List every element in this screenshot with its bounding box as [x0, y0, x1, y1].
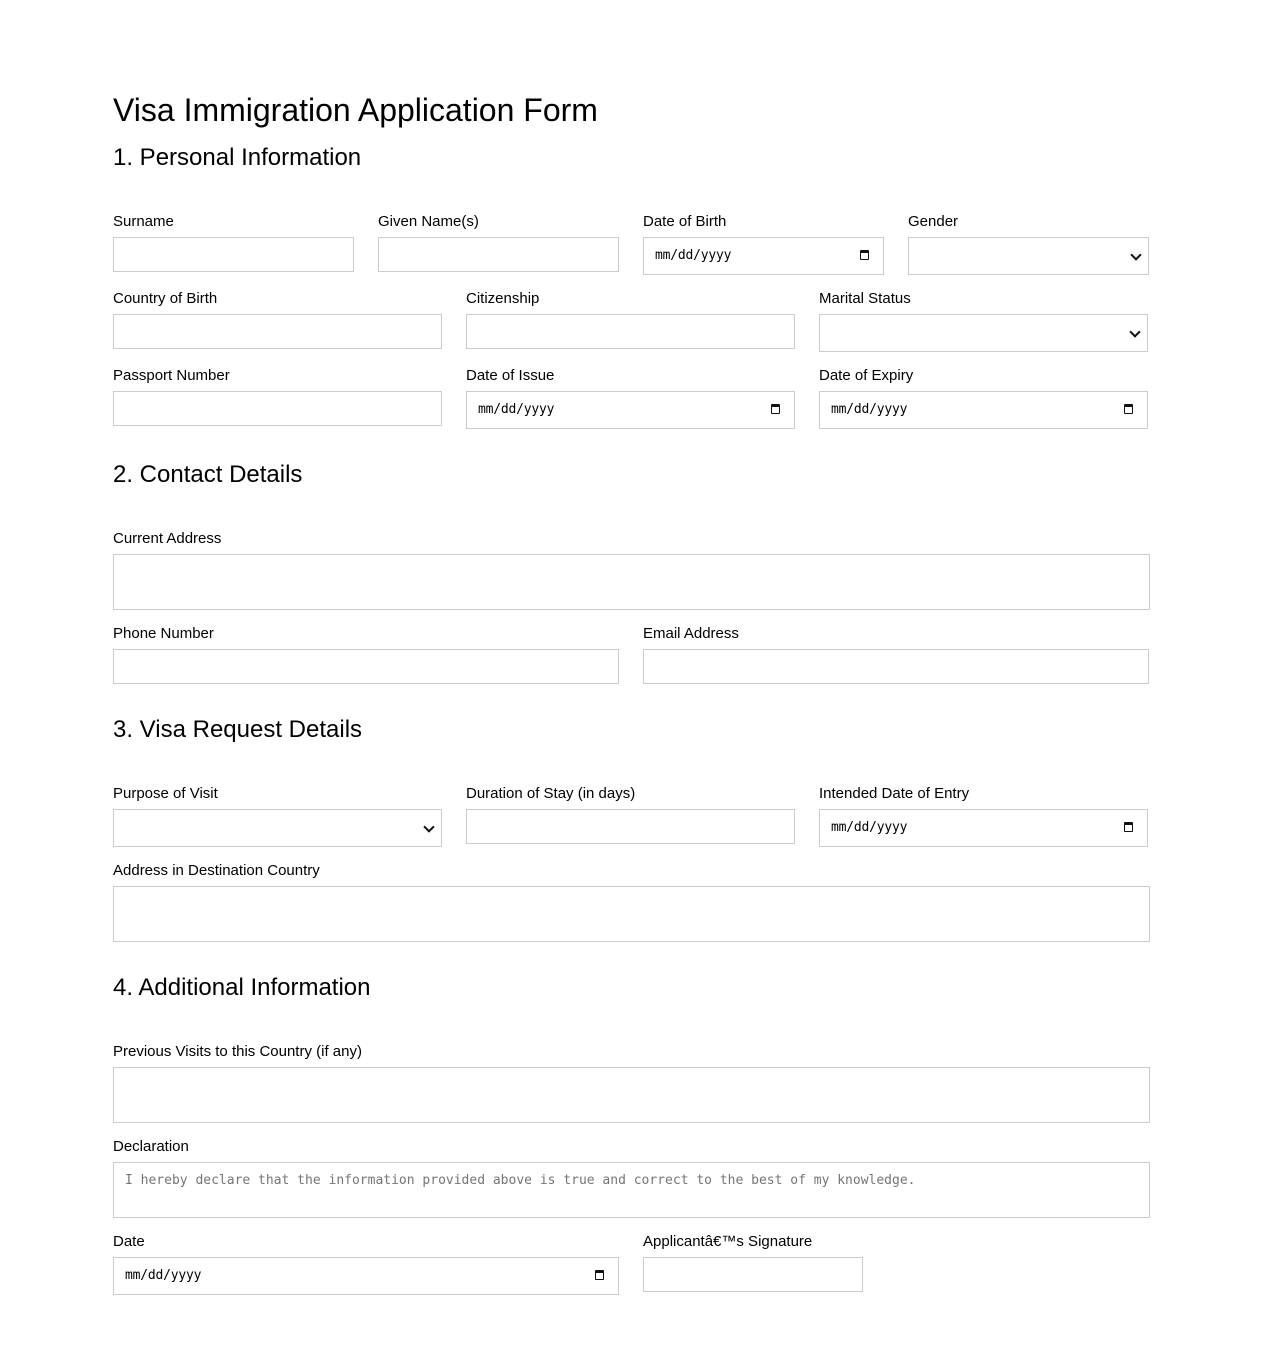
- duration-input[interactable]: [466, 809, 795, 844]
- date-label: Date: [113, 1233, 145, 1250]
- current-address-field-group: [113, 530, 1150, 610]
- marital-status-label: Marital Status: [819, 290, 911, 307]
- gender-field-group: [908, 213, 1149, 275]
- calendar-icon[interactable]: [595, 1270, 604, 1280]
- section-heading-additional: 4. Additional Information: [113, 974, 371, 1001]
- signature-label: Applicantâ€™s Signature: [643, 1233, 813, 1250]
- page-title: Visa Immigration Application Form: [113, 92, 598, 128]
- surname-input[interactable]: [113, 237, 354, 272]
- section-heading-contact: 2. Contact Details: [113, 461, 303, 488]
- purpose-field-group: [113, 785, 442, 847]
- declaration-textarea[interactable]: [113, 1162, 1150, 1218]
- purpose-select[interactable]: [113, 809, 442, 847]
- email-label: Email Address: [643, 625, 739, 642]
- entry-date-input[interactable]: [819, 809, 1148, 847]
- visa-row-1: [113, 785, 1150, 847]
- section-heading-personal: 1. Personal Information: [113, 144, 362, 171]
- entry-date-placeholder: mm/dd/yyyy: [831, 820, 908, 835]
- section-heading-visa: 3. Visa Request Details: [113, 716, 363, 743]
- date-of-issue-placeholder: mm/dd/yyyy: [478, 402, 555, 417]
- citizenship-input[interactable]: [466, 314, 795, 349]
- current-address-label: Current Address: [113, 530, 222, 547]
- passport-number-label: Passport Number: [113, 367, 230, 384]
- visa-row-2: [113, 862, 1150, 942]
- date-of-expiry-label: Date of Expiry: [819, 367, 914, 384]
- dob-field-group: [643, 213, 884, 275]
- chevron-down-icon: [423, 821, 434, 832]
- gender-label: Gender: [908, 213, 959, 230]
- declaration-label: Declaration: [113, 1138, 189, 1155]
- contact-row-1: [113, 530, 1150, 610]
- date-of-issue-input[interactable]: [466, 391, 795, 429]
- country-of-birth-input[interactable]: [113, 314, 442, 349]
- dob-placeholder: mm/dd/yyyy: [655, 248, 732, 263]
- personal-row-2: [113, 290, 1150, 352]
- given-names-field-group: [378, 213, 619, 275]
- surname-field-group: [113, 213, 354, 275]
- date-of-expiry-input[interactable]: [819, 391, 1148, 429]
- declaration-date-input[interactable]: [113, 1257, 619, 1295]
- previous-visits-textarea[interactable]: [113, 1067, 1150, 1123]
- dob-date-input[interactable]: [643, 237, 884, 275]
- email-field-group: [643, 625, 1149, 684]
- calendar-icon[interactable]: [1124, 404, 1133, 414]
- destination-address-textarea[interactable]: [113, 886, 1150, 942]
- duration-field-group: [466, 785, 795, 847]
- marital-status-field-group: [819, 290, 1148, 352]
- gender-select[interactable]: [908, 237, 1149, 275]
- entry-date-label: Intended Date of Entry: [819, 785, 970, 802]
- date-of-expiry-field-group: [819, 367, 1148, 429]
- citizenship-label: Citizenship: [466, 290, 540, 307]
- surname-label: Surname: [113, 213, 174, 230]
- calendar-icon[interactable]: [860, 250, 869, 260]
- additional-row-2: [113, 1138, 1150, 1218]
- date-field-group: [113, 1233, 619, 1295]
- declaration-field-group: [113, 1138, 1150, 1218]
- date-of-issue-label: Date of Issue: [466, 367, 555, 384]
- date-of-expiry-placeholder: mm/dd/yyyy: [831, 402, 908, 417]
- chevron-down-icon: [1130, 249, 1141, 260]
- given-names-label: Given Name(s): [378, 213, 479, 230]
- personal-row-3: [113, 367, 1150, 429]
- signature-input[interactable]: [643, 1257, 863, 1292]
- calendar-icon[interactable]: [1124, 822, 1133, 832]
- calendar-icon[interactable]: [771, 404, 780, 414]
- given-names-input[interactable]: [378, 237, 619, 272]
- entry-date-field-group: [819, 785, 1148, 847]
- passport-number-input[interactable]: [113, 391, 442, 426]
- country-of-birth-field-group: [113, 290, 442, 352]
- purpose-label: Purpose of Visit: [113, 785, 218, 802]
- date-of-issue-field-group: [466, 367, 795, 429]
- current-address-textarea[interactable]: [113, 554, 1150, 610]
- dob-label: Date of Birth: [643, 213, 727, 230]
- contact-row-2: [113, 625, 1150, 684]
- phone-field-group: [113, 625, 619, 684]
- phone-label: Phone Number: [113, 625, 214, 642]
- passport-number-field-group: [113, 367, 442, 429]
- personal-row-1: [113, 213, 1150, 275]
- previous-visits-label: Previous Visits to this Country (if any): [113, 1043, 362, 1060]
- destination-address-field-group: [113, 862, 1150, 942]
- additional-row-3: [113, 1233, 1150, 1295]
- phone-input[interactable]: [113, 649, 619, 684]
- chevron-down-icon: [1129, 326, 1140, 337]
- declaration-placeholder: I hereby declare that the information provided above is true and correct to the best of my knowledge.: [125, 1173, 916, 1188]
- duration-label: Duration of Stay (in days): [466, 785, 636, 802]
- declaration-date-placeholder: mm/dd/yyyy: [125, 1268, 202, 1283]
- additional-row-1: [113, 1043, 1150, 1123]
- country-of-birth-label: Country of Birth: [113, 290, 218, 307]
- signature-field-group: [643, 1233, 863, 1292]
- citizenship-field-group: [466, 290, 795, 352]
- previous-visits-field-group: [113, 1043, 1150, 1123]
- marital-status-select[interactable]: [819, 314, 1148, 352]
- email-input[interactable]: [643, 649, 1149, 684]
- visa-form-page: [113, 0, 1150, 1295]
- destination-address-label: Address in Destination Country: [113, 862, 320, 879]
